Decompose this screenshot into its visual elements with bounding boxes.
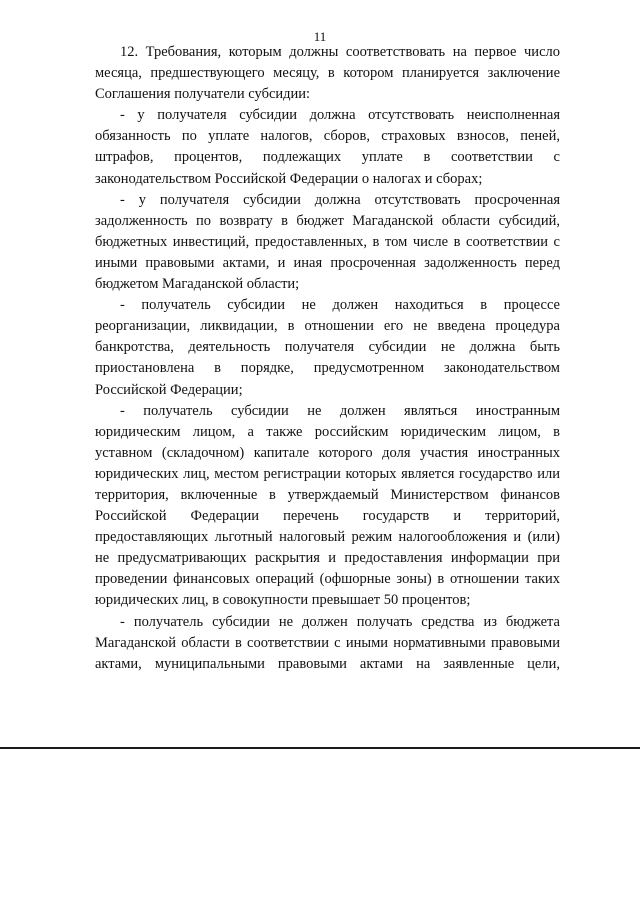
paragraph-foreign-entity: - получатель субсидии не должен являться иностранным юридическим лицом, а также российским юридическим лицом, в уставном (складочном) капитале которого доля участия иностранных юридических лиц, местом регистрации которых является государство или территория, включенные в утверждаемый Министерством финансов Российской Федерации перечень государств и территорий, предоставляющих льготный налоговый режим налогообложения и (или) не предусматривающих раскрытия и предоставления информации при проведении финансовых операций (офшорные зоны) в отношении таких юридических лиц, в совокупности превышает 50 процентов; bbox=[95, 402, 560, 609]
document-body bbox=[95, 42, 560, 675]
page-number: 11 bbox=[313, 29, 327, 44]
paragraph-requirements-intro: 12. Требования, которым должны соответствовать на первое число месяца, предшествующего месяцу, в котором планируется заключение Соглашения получатели субсидии: bbox=[95, 44, 560, 103]
paragraph-tax-obligations: - у получателя субсидии должна отсутствовать неисполненная обязанность по уплате налогов, сборов, страховых взносов, пеней, штрафов, процентов, подлежащих уплате в соответствии с законодательством Российской Федерации о налогах и сборах; bbox=[95, 107, 560, 187]
paragraph-reorganization: - получатель субсидии не должен находиться в процессе реорганизации, ликвидации, в отношении его не введена процедура банкротства, деятельность получателя субсидии не должна быть приостановлена в порядке, предусмотренном законодательством Российской Федерации; bbox=[95, 297, 560, 398]
page-bottom-divider bbox=[0, 747, 640, 749]
paragraph-other-funds: - получатель субсидии не должен получать средства из бюджета Магаданской области в соответствии с иными нормативными правовыми актами, муниципальными правовыми актами на заявленные цели, bbox=[95, 613, 560, 672]
paragraph-overdue-debt: - у получателя субсидии должна отсутствовать просроченная задолженность по возврату в бюджет Магаданской области субсидий, бюджетных инвестиций, предоставленных, в том числе в соответствии с иными правовыми актами, и иная просроченная задолженность перед бюджетом Магаданской области; bbox=[95, 191, 560, 293]
